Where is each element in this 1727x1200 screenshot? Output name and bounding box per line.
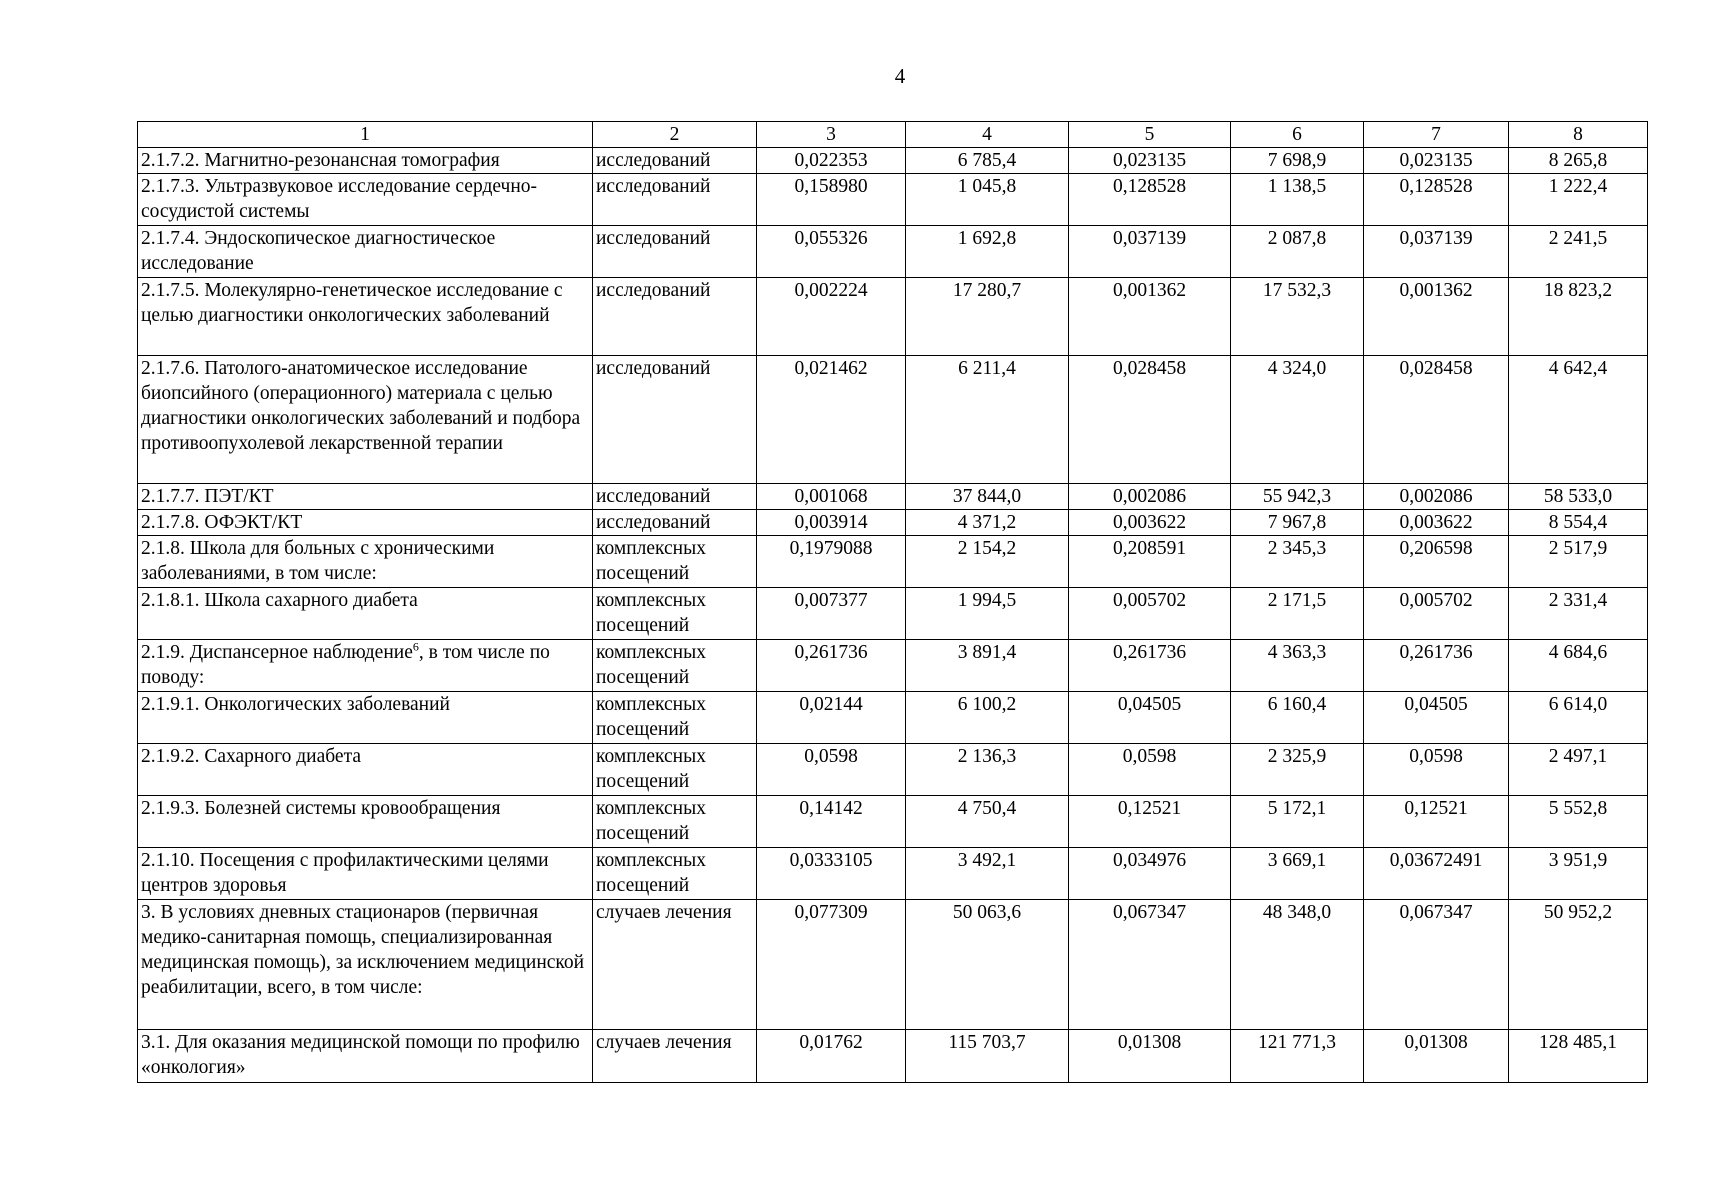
cell-col8: 2 497,1 bbox=[1509, 744, 1648, 796]
row-unit: исследований bbox=[593, 148, 757, 174]
cell-col4: 3 891,4 bbox=[906, 640, 1069, 692]
row-unit: комплексных посещений bbox=[593, 796, 757, 848]
cell-col8: 18 823,2 bbox=[1509, 278, 1648, 356]
table-row bbox=[138, 744, 1648, 796]
cell-col6: 6 160,4 bbox=[1231, 692, 1364, 744]
cell-col8: 128 485,1 bbox=[1509, 1030, 1648, 1083]
cell-col4: 6 785,4 bbox=[906, 148, 1069, 174]
table-row bbox=[138, 510, 1648, 536]
cell-col5: 0,005702 bbox=[1069, 588, 1231, 640]
table-row bbox=[138, 148, 1648, 174]
row-unit: комплексных посещений bbox=[593, 536, 757, 588]
cell-col7: 0,023135 bbox=[1364, 148, 1509, 174]
row-name-text: , в том числе по поводу: bbox=[141, 642, 550, 688]
cell-col5: 0,037139 bbox=[1069, 226, 1231, 278]
cell-col3: 0,14142 bbox=[757, 796, 906, 848]
cell-col5: 0,01308 bbox=[1069, 1030, 1231, 1083]
cell-col5: 0,067347 bbox=[1069, 900, 1231, 1030]
row-name: 2.1.7.8. ОФЭКТ/КТ bbox=[138, 510, 593, 536]
cell-col5: 0,034976 bbox=[1069, 848, 1231, 900]
cell-col8: 8 554,4 bbox=[1509, 510, 1648, 536]
cell-col7: 0,037139 bbox=[1364, 226, 1509, 278]
cell-col4: 6 211,4 bbox=[906, 356, 1069, 484]
cell-col6: 2 171,5 bbox=[1231, 588, 1364, 640]
cell-col4: 3 492,1 bbox=[906, 848, 1069, 900]
row-name: 2.1.7.2. Магнитно-резонансная томография bbox=[138, 148, 593, 174]
cell-col7: 0,128528 bbox=[1364, 174, 1509, 226]
cell-col4: 2 154,2 bbox=[906, 536, 1069, 588]
cell-col6: 7 698,9 bbox=[1231, 148, 1364, 174]
cell-col4: 37 844,0 bbox=[906, 484, 1069, 510]
header-cell: 1 bbox=[138, 122, 593, 148]
cell-col4: 1 994,5 bbox=[906, 588, 1069, 640]
cell-col6: 4 363,3 bbox=[1231, 640, 1364, 692]
row-unit: исследований bbox=[593, 356, 757, 484]
cell-col3: 0,158980 bbox=[757, 174, 906, 226]
row-unit: исследований bbox=[593, 510, 757, 536]
row-name: 2.1.9.2. Сахарного диабета bbox=[138, 744, 593, 796]
cell-col8: 8 265,8 bbox=[1509, 148, 1648, 174]
cell-col6: 4 324,0 bbox=[1231, 356, 1364, 484]
cell-col3: 0,02144 bbox=[757, 692, 906, 744]
header-cell: 4 bbox=[906, 122, 1069, 148]
row-name: 2.1.8. Школа для больных с хроническими заболеваниями, в том числе: bbox=[138, 536, 593, 588]
cell-col8: 6 614,0 bbox=[1509, 692, 1648, 744]
cell-col7: 0,003622 bbox=[1364, 510, 1509, 536]
footnote-mark: 6 bbox=[412, 639, 419, 654]
cell-col4: 6 100,2 bbox=[906, 692, 1069, 744]
header-cell: 8 bbox=[1509, 122, 1648, 148]
cell-col7: 0,206598 bbox=[1364, 536, 1509, 588]
cell-col3: 0,022353 bbox=[757, 148, 906, 174]
cell-col3: 0,001068 bbox=[757, 484, 906, 510]
table-row bbox=[138, 692, 1648, 744]
cell-col8: 2 331,4 bbox=[1509, 588, 1648, 640]
row-unit: исследований bbox=[593, 484, 757, 510]
cell-col3: 0,021462 bbox=[757, 356, 906, 484]
table-row bbox=[138, 848, 1648, 900]
cell-col3: 0,1979088 bbox=[757, 536, 906, 588]
row-name-text: 2.1.9. Диспансерное наблюдение bbox=[141, 642, 413, 663]
header-row bbox=[138, 122, 1648, 148]
row-unit: исследований bbox=[593, 226, 757, 278]
row-unit: комплексных посещений bbox=[593, 640, 757, 692]
cell-col7: 0,0598 bbox=[1364, 744, 1509, 796]
cell-col6: 1 138,5 bbox=[1231, 174, 1364, 226]
cell-col7: 0,028458 bbox=[1364, 356, 1509, 484]
table-row bbox=[138, 536, 1648, 588]
cell-col7: 0,03672491 bbox=[1364, 848, 1509, 900]
table-row bbox=[138, 1030, 1648, 1083]
header-cell: 5 bbox=[1069, 122, 1231, 148]
cell-col6: 7 967,8 bbox=[1231, 510, 1364, 536]
row-unit: комплексных посещений bbox=[593, 848, 757, 900]
cell-col4: 50 063,6 bbox=[906, 900, 1069, 1030]
table-row bbox=[138, 588, 1648, 640]
cell-col7: 0,002086 bbox=[1364, 484, 1509, 510]
table-row bbox=[138, 796, 1648, 848]
row-name: 2.1.8.1. Школа сахарного диабета bbox=[138, 588, 593, 640]
header-cell: 6 bbox=[1231, 122, 1364, 148]
cell-col8: 4 684,6 bbox=[1509, 640, 1648, 692]
row-unit: исследований bbox=[593, 174, 757, 226]
row-unit: случаев лечения bbox=[593, 900, 757, 1030]
cell-col6: 2 087,8 bbox=[1231, 226, 1364, 278]
cell-col5: 0,261736 bbox=[1069, 640, 1231, 692]
cell-col3: 0,002224 bbox=[757, 278, 906, 356]
cell-col7: 0,04505 bbox=[1364, 692, 1509, 744]
cell-col7: 0,005702 bbox=[1364, 588, 1509, 640]
cell-col5: 0,028458 bbox=[1069, 356, 1231, 484]
cell-col7: 0,12521 bbox=[1364, 796, 1509, 848]
cell-col4: 115 703,7 bbox=[906, 1030, 1069, 1083]
page-number: 4 bbox=[894, 64, 906, 88]
cell-col3: 0,0598 bbox=[757, 744, 906, 796]
cell-col5: 0,003622 bbox=[1069, 510, 1231, 536]
cell-col3: 0,007377 bbox=[757, 588, 906, 640]
cell-col5: 0,0598 bbox=[1069, 744, 1231, 796]
cell-col6: 17 532,3 bbox=[1231, 278, 1364, 356]
cell-col8: 5 552,8 bbox=[1509, 796, 1648, 848]
header-cell: 2 bbox=[593, 122, 757, 148]
row-name: 2.1.7.7. ПЭТ/КТ bbox=[138, 484, 593, 510]
tariff-table bbox=[137, 121, 1648, 1083]
row-name: 2.1.9.3. Болезней системы кровообращения bbox=[138, 796, 593, 848]
cell-col6: 3 669,1 bbox=[1231, 848, 1364, 900]
table-row bbox=[138, 278, 1648, 356]
cell-col4: 17 280,7 bbox=[906, 278, 1069, 356]
row-unit: комплексных посещений bbox=[593, 692, 757, 744]
cell-col8: 1 222,4 bbox=[1509, 174, 1648, 226]
cell-col5: 0,04505 bbox=[1069, 692, 1231, 744]
row-name: 3. В условиях дневных стационаров (первичная медико-санитарная помощь, специализированная медицинская помощь), за исключением медицинской реабилитации, всего, в том числе: bbox=[138, 900, 593, 1030]
row-name: 2.1.7.6. Патолого-анатомическое исследование биопсийного (операционного) материала с целью диагностики онкологических заболеваний и подбора противоопухолевой лекарственной терапии bbox=[138, 356, 593, 484]
cell-col6: 2 325,9 bbox=[1231, 744, 1364, 796]
table-row bbox=[138, 484, 1648, 510]
row-name bbox=[138, 640, 593, 692]
row-unit: комплексных посещений bbox=[593, 744, 757, 796]
cell-col3: 0,0333105 bbox=[757, 848, 906, 900]
table-row bbox=[138, 174, 1648, 226]
header-cell: 3 bbox=[757, 122, 906, 148]
cell-col4: 4 750,4 bbox=[906, 796, 1069, 848]
cell-col4: 1 045,8 bbox=[906, 174, 1069, 226]
cell-col4: 4 371,2 bbox=[906, 510, 1069, 536]
cell-col7: 0,067347 bbox=[1364, 900, 1509, 1030]
row-name: 2.1.9.1. Онкологических заболеваний bbox=[138, 692, 593, 744]
header-cell: 7 bbox=[1364, 122, 1509, 148]
cell-col6: 5 172,1 bbox=[1231, 796, 1364, 848]
cell-col8: 58 533,0 bbox=[1509, 484, 1648, 510]
cell-col3: 0,055326 bbox=[757, 226, 906, 278]
cell-col8: 3 951,9 bbox=[1509, 848, 1648, 900]
cell-col5: 0,128528 bbox=[1069, 174, 1231, 226]
cell-col6: 121 771,3 bbox=[1231, 1030, 1364, 1083]
table-row bbox=[138, 900, 1648, 1030]
cell-col6: 48 348,0 bbox=[1231, 900, 1364, 1030]
cell-col8: 50 952,2 bbox=[1509, 900, 1648, 1030]
cell-col5: 0,208591 bbox=[1069, 536, 1231, 588]
cell-col3: 0,077309 bbox=[757, 900, 906, 1030]
cell-col7: 0,001362 bbox=[1364, 278, 1509, 356]
cell-col5: 0,001362 bbox=[1069, 278, 1231, 356]
cell-col3: 0,01762 bbox=[757, 1030, 906, 1083]
row-name: 2.1.7.4. Эндоскопическое диагностическое исследование bbox=[138, 226, 593, 278]
cell-col5: 0,023135 bbox=[1069, 148, 1231, 174]
row-name: 2.1.7.5. Молекулярно-генетическое исследование с целью диагностики онкологических заболеваний bbox=[138, 278, 593, 356]
cell-col6: 55 942,3 bbox=[1231, 484, 1364, 510]
cell-col8: 2 241,5 bbox=[1509, 226, 1648, 278]
cell-col8: 4 642,4 bbox=[1509, 356, 1648, 484]
cell-col4: 1 692,8 bbox=[906, 226, 1069, 278]
row-name: 2.1.10. Посещения с профилактическими целями центров здоровья bbox=[138, 848, 593, 900]
cell-col6: 2 345,3 bbox=[1231, 536, 1364, 588]
cell-col3: 0,261736 bbox=[757, 640, 906, 692]
cell-col3: 0,003914 bbox=[757, 510, 906, 536]
table-row bbox=[138, 356, 1648, 484]
row-name: 3.1. Для оказания медицинской помощи по профилю «онкология» bbox=[138, 1030, 593, 1083]
cell-col7: 0,261736 bbox=[1364, 640, 1509, 692]
cell-col5: 0,12521 bbox=[1069, 796, 1231, 848]
row-name: 2.1.7.3. Ультразвуковое исследование сердечно-сосудистой системы bbox=[138, 174, 593, 226]
row-unit: исследований bbox=[593, 278, 757, 356]
row-unit: случаев лечения bbox=[593, 1030, 757, 1083]
cell-col4: 2 136,3 bbox=[906, 744, 1069, 796]
table-row bbox=[138, 640, 1648, 692]
cell-col5: 0,002086 bbox=[1069, 484, 1231, 510]
table-row bbox=[138, 226, 1648, 278]
row-unit: комплексных посещений bbox=[593, 588, 757, 640]
cell-col7: 0,01308 bbox=[1364, 1030, 1509, 1083]
cell-col8: 2 517,9 bbox=[1509, 536, 1648, 588]
